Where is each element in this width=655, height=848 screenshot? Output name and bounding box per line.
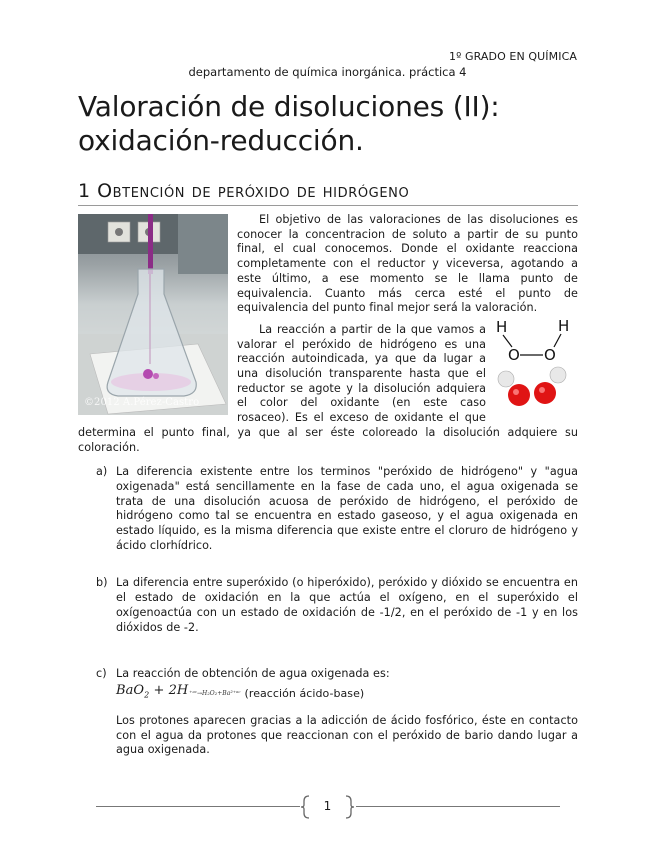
o-atom-left: O — [508, 345, 520, 364]
o-atom-right: O — [544, 345, 556, 364]
footer-brace-left — [300, 795, 310, 819]
section-number: 1 — [78, 180, 91, 202]
department-header: departamento de química inorgánica. práctica 4 — [188, 65, 467, 79]
section-heading — [78, 180, 578, 206]
equation-explanation: Los protones aparecen gracias a la adicción de ácido fosfórico, éste en contacto con el agua da protones que reaccionan con el peróxido de bario dando lugar a agua oxigenada. — [116, 713, 578, 757]
course-header: 1º GRADO EN QUÍMICA — [448, 50, 577, 63]
peroxide-molecule-diagram — [492, 316, 578, 416]
h-atom-right: H — [558, 316, 570, 335]
footer-rule-right — [356, 806, 560, 807]
footer-brace-right — [345, 795, 355, 819]
intro-paragraph: El objetivo de las valoraciones de las disoluciones es conocer la concentracion de soluto a partir de su punto final, el cual conocemos. Donde el oxidante reacciona completamente con el reductor y viceversa, agotando a este último, a ese momento se le llama punto de equivalencia. Cuanto más cerca esté el punto de equivalencia del punto final mejor será la valoración. — [237, 213, 578, 315]
flask-photo — [78, 214, 228, 415]
page-number: 1 — [323, 799, 332, 813]
equation-note: (reacción ácido-base) — [244, 686, 365, 700]
flask-illustration — [78, 214, 228, 415]
document-title: Valoración de disoluciones (II): oxidación-reducción. — [78, 90, 500, 157]
list-item-text: La diferencia entre superóxido (o hiperóxido), peróxido y dióxido se encuentra en el estado de oxidación en la que actúa el oxígeno, en el superóxido el oxígenoactúa con un estado de oxidación de -1/2, en el peróxido de -1 y en los dióxidos de -2. — [116, 576, 578, 634]
list-item — [78, 667, 578, 758]
footer-rule-left — [96, 806, 300, 807]
list-marker: b) — [96, 576, 108, 590]
list-item-text: La diferencia existente entre los terminos "peróxido de hidrógeno" y "agua oxigenada" está sencillamente en la fase de cada uno, el agua oxigenada se trata de una disolución acuosa de peróxido de hidrógeno, el peróxido de hidrógeno como tal se encuentra en estado gaseoso, y el agua oxigenada en estado líquido, es la misma diferencia que existe entre el cloruro de hidrógeno y ácido clorhídrico. — [116, 465, 578, 552]
section-title: Obtención de peróxido de hidrógeno — [97, 180, 410, 202]
equation-reactants: BaO$_2$ + 2H — [116, 683, 189, 700]
h-atom-left: H — [496, 317, 508, 336]
document-body — [78, 213, 578, 758]
list-marker: a) — [96, 465, 108, 479]
reaction-paragraph: La reacción a partir de la que vamos a valorar el peróxido de hidrógeno es una reacción autoindicada, ya que da lugar a una disolución transparente hasta que el reductor se agote y la disolución adquiera el color del oxidante (en este caso rosaceo). Es el exceso de oxidante el que determina el punto final, ya que al ser éste coloreado la disolución adquiere su coloración. — [78, 322, 578, 454]
list-item — [78, 576, 578, 635]
equation-products: ⁺ᵃᶜ→H₂O₂+Ba²⁺ᵃᶜ — [189, 689, 241, 697]
photo-watermark: ©2012 A.Pérez-Castro — [84, 397, 200, 409]
list-item — [78, 465, 578, 553]
list-item-text: La reacción de obtención de agua oxigenada es: — [116, 667, 390, 681]
list-marker: c) — [96, 667, 107, 681]
notes-list — [78, 465, 578, 758]
chemical-equation — [116, 684, 578, 704]
